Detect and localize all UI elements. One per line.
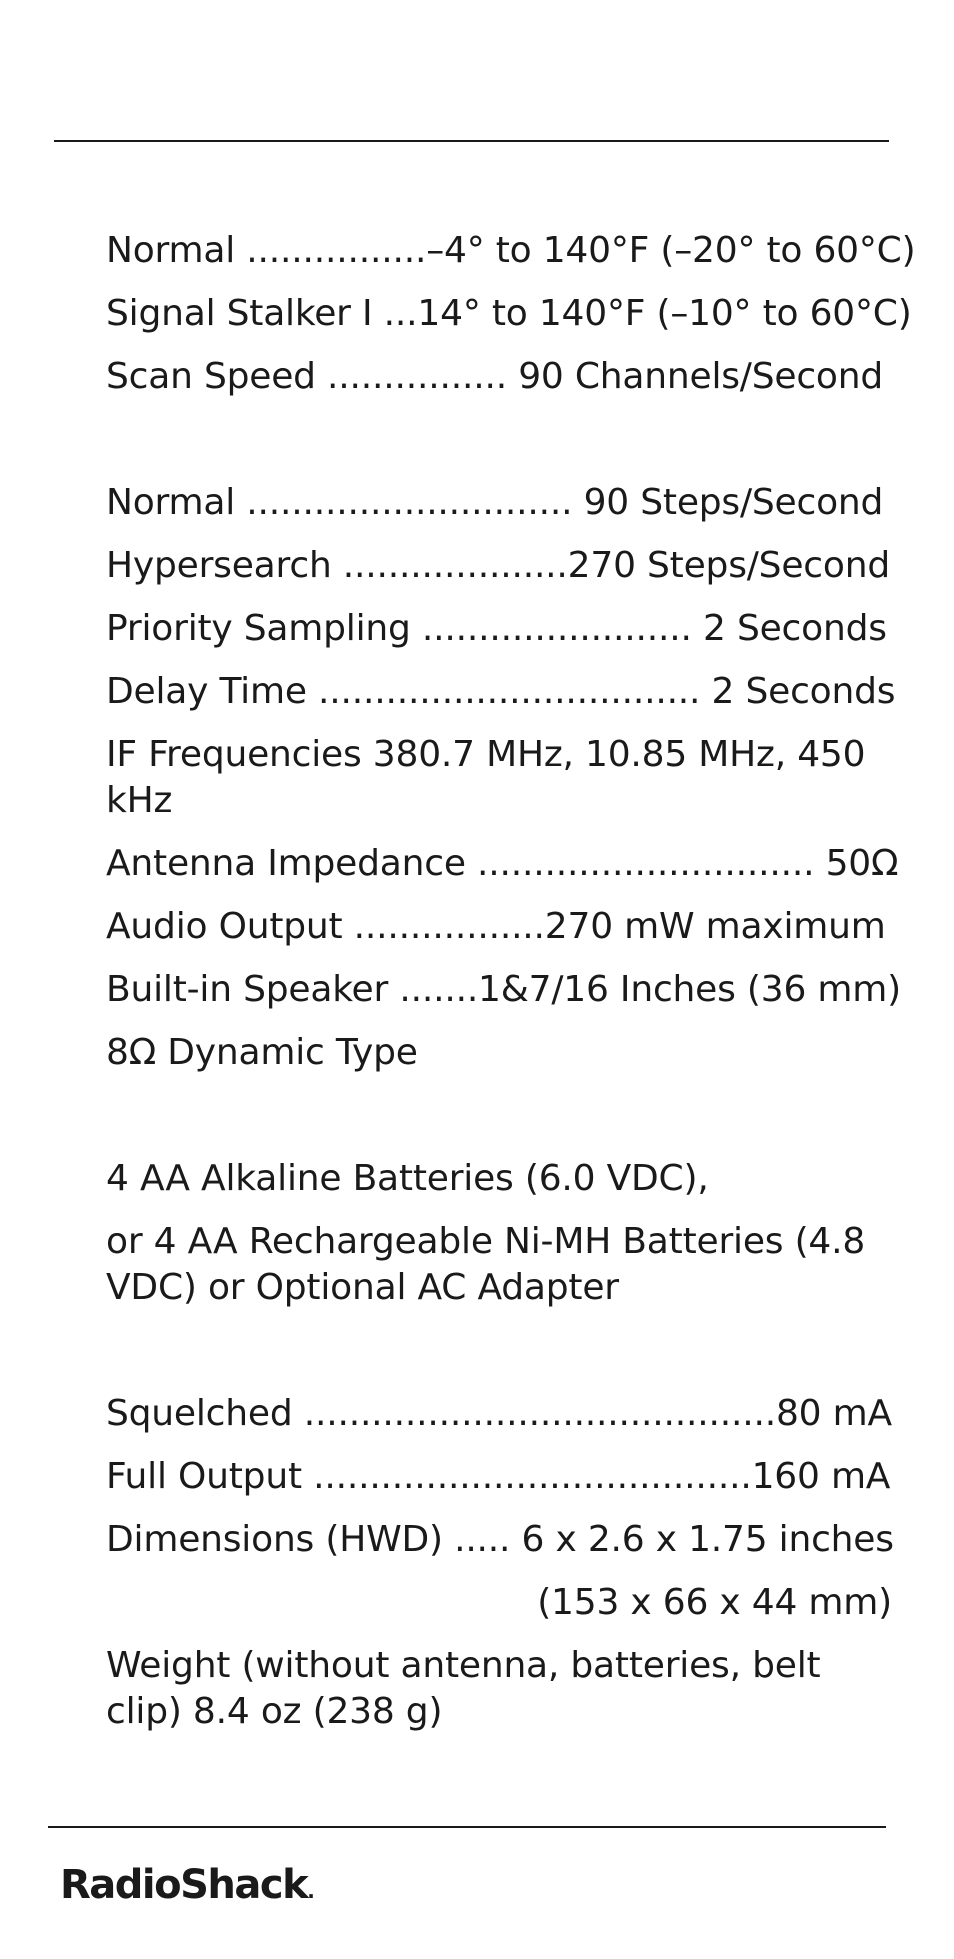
- spec-scan-speed: Scan Speed ................ 90 Channels/Second: [106, 356, 884, 397]
- spec-builtin-speaker: Built-in Speaker .......1&7/16 Inches (36 mm): [106, 969, 901, 1010]
- top-divider: [54, 140, 889, 142]
- spec-hypersearch: Hypersearch ....................270 Steps/Second: [106, 545, 890, 586]
- spec-if-frequencies: IF Frequencies 380.7 MHz, 10.85 MHz, 450 kHz: [106, 734, 866, 821]
- spec-power-rechargeable: or 4 AA Rechargeable Ni-MH Batteries (4.8 VDC) or Optional AC Adapter: [106, 1221, 866, 1308]
- spec-antenna-impedance: Antenna Impedance .............................. 50Ω: [106, 843, 899, 884]
- spec-weight: Weight (without antenna, batteries, belt clip) 8.4 oz (238 g): [106, 1645, 821, 1732]
- spec-temp-normal: Normal ................–4° to 140°F (–20° to 60°C): [106, 230, 916, 271]
- radioshack-logo: [60, 1862, 313, 1908]
- spec-search-normal: Normal ............................. 90 Steps/Second: [106, 482, 884, 523]
- spec-priority-sampling: Priority Sampling ........................ 2 Seconds: [106, 608, 887, 649]
- spec-dimensions-metric: (153 x 66 x 44 mm): [537, 1582, 892, 1623]
- logo-mark: .: [307, 1879, 314, 1903]
- spec-temp-signal-stalker: Signal Stalker I ...14° to 140°F (–10° to 60°C): [106, 293, 912, 334]
- spec-speaker-type: 8Ω Dynamic Type: [106, 1032, 418, 1073]
- spec-current-squelched: Squelched ..........................................80 mA: [106, 1393, 892, 1434]
- section-gap: [106, 1093, 892, 1156]
- spec-delay-time: Delay Time .................................. 2 Seconds: [106, 671, 896, 712]
- section-gap: [106, 1328, 892, 1391]
- bottom-divider: [48, 1826, 886, 1828]
- section-gap: [106, 417, 892, 480]
- logo-text: RadioShack: [60, 1862, 308, 1908]
- specifications-list: [106, 228, 916, 1752]
- spec-audio-output: Audio Output .................270 mW maximum: [106, 906, 886, 947]
- spec-power-alkaline: 4 AA Alkaline Batteries (6.0 VDC),: [106, 1158, 709, 1199]
- spec-dimensions: Dimensions (HWD) ..... 6 x 2.6 x 1.75 inches: [106, 1519, 894, 1560]
- spec-current-full-output: Full Output .......................................160 mA: [106, 1456, 891, 1497]
